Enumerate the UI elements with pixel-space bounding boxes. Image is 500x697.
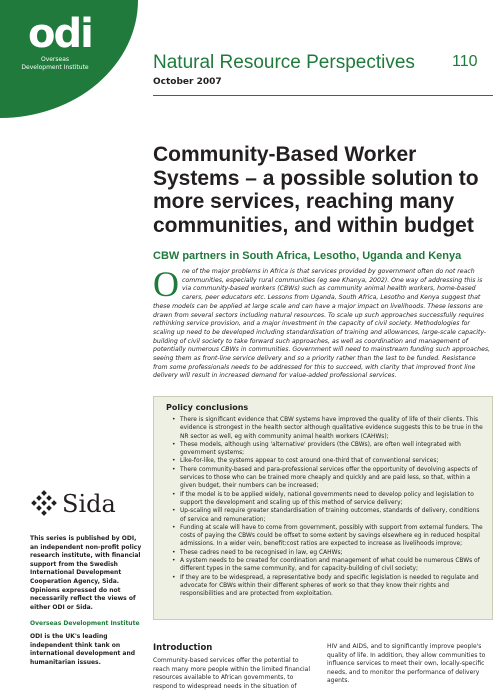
document-subtitle: CBW partners in South Africa, Lesotho, Uganda and Kenya	[153, 250, 462, 262]
document-title: Community-Based Worker Systems – a possible solution to more services, reaching many communities, and within budget	[153, 143, 479, 237]
introduction-column-2: HIV and AIDS, and to significantly improve people's quality of life. In addition, they allow communities to influence services to meet their own, locally-specific needs, and to monitor the performance of delivery agents.	[327, 643, 486, 684]
policy-item: • Funding at scale will have to come from government, possibly with support from external funders. The costs of paying the CBWs could be offset to some extent by savings elsewhere eg in reduced hospital admissions. In a wider vein, benefit:cost ratios are expected to increase as livelihoods improve;	[172, 524, 486, 549]
policy-item: • There community-based and para-professional services offer the opportunity of devolving aspects of services to those who can be trained more cheaply and quickly and are paid less, so that, within a given budget, their numbers can be increased;	[172, 466, 486, 491]
policy-item: • Up-scaling will require greater standardisation of training outcomes, standards of delivery, conditions of service and remuneration;	[172, 507, 486, 524]
odi-note: ODI is the UK's leading independent think tank on international development and humanitarian issues.	[30, 632, 136, 666]
introduction-column-1: Community-based services offer the potential to reach many more people within the limited financial resources available to African governments, to respond to widespread needs in the situation of	[153, 657, 311, 690]
odi-logo-subtitle: Overseas Development Institute	[21, 56, 89, 71]
series-title: Natural Resource Perspectives	[153, 52, 415, 73]
policy-item: • Like-for-like, the systems appear to cost around one-third that of conventional services;	[172, 457, 486, 465]
odi-logo-text: odi	[28, 11, 92, 57]
policy-conclusions-box	[153, 396, 493, 620]
policy-item: • If the model is to be applied widely, national governments need to develop policy and legislation to support the development and scaling up of this method of service delivery;	[172, 491, 486, 508]
policy-item: • These cadres need to be recognised in law, eg CAHWs;	[172, 549, 486, 557]
policy-item: • If they are to be widespread, a representative body and specific legislation is needed to regulate and advocate for CBWs within their different spheres of work so that they know their rights and responsibilities and are protected from exploitation.	[172, 574, 486, 599]
sida-emblem-icon	[30, 490, 58, 518]
policy-item: • A system needs to be created for coordination and management of what could be numerous CBWs of different types in the same community, and for capacity-building of civil society;	[172, 557, 486, 574]
introduction-heading: Introduction	[153, 643, 213, 653]
odi-logo	[14, 11, 124, 72]
publisher-note: This series is published by ODI, an independent non-profit policy research institute, with financial support from the Swedish International Development Cooperation Agency, Sida. Opinions expressed do not necessarily reflect the views of either ODI or Sida.	[30, 535, 142, 611]
policy-list	[154, 416, 492, 599]
abstract-text: ne of the major problems in Africa is that services provided by government often do not reach communities, especially rural communities (eg see Khanya, 2002). One way of addressing this is via community-based workers (CBWs) such as community animal health workers, home-based carers, peer educators etc. Lessons from Uganda, South Africa, Lesotho and Kenya suggest that these models can be applied at large scale and can have a major impact on livelihoods. These lessons are drawn from several sectors including natural resources. To scale up such approaches successfully requires rethinking service provision, and a major investment in the capacity of civil society. Methodologies for scaling up need to be developed including standardisation of training and allowances, large-scale capacity-building of civil society to take forward such approaches, as well as coordination and management of potentially numerous CBWs in communities. Government will need to mainstream funding such approaches, seeing them as front-line service delivery and so a priority rather than the last to be funded. Resistance from some professionals needs to be addressed for this to succeed, with clarity that improved front line delivery will result in increased demand for value-added professional services.	[153, 268, 491, 380]
sida-logo	[30, 490, 116, 518]
sidebar-notes	[30, 535, 145, 675]
header-rule	[153, 95, 493, 96]
odi-heading: Overseas Development Institute	[30, 620, 140, 628]
policy-heading: Policy conclusions	[166, 403, 249, 412]
issue-date: October 2007	[153, 77, 222, 87]
sida-wordmark: Sida	[62, 490, 116, 518]
issue-number: 110	[452, 53, 478, 70]
policy-item: • There is significant evidence that CBW systems have improved the quality of life of their clients. This evidence is strongest in the health sector although qualitative evidence suggests this to be true in the NR sector as well, eg with community animal health workers (CAHWs);	[172, 416, 486, 441]
abstract	[153, 264, 491, 381]
drop-cap: O	[153, 264, 179, 304]
policy-item: • These models, although using 'alternative' providers (the CBWs), are often well integrated with government systems;	[172, 441, 486, 458]
